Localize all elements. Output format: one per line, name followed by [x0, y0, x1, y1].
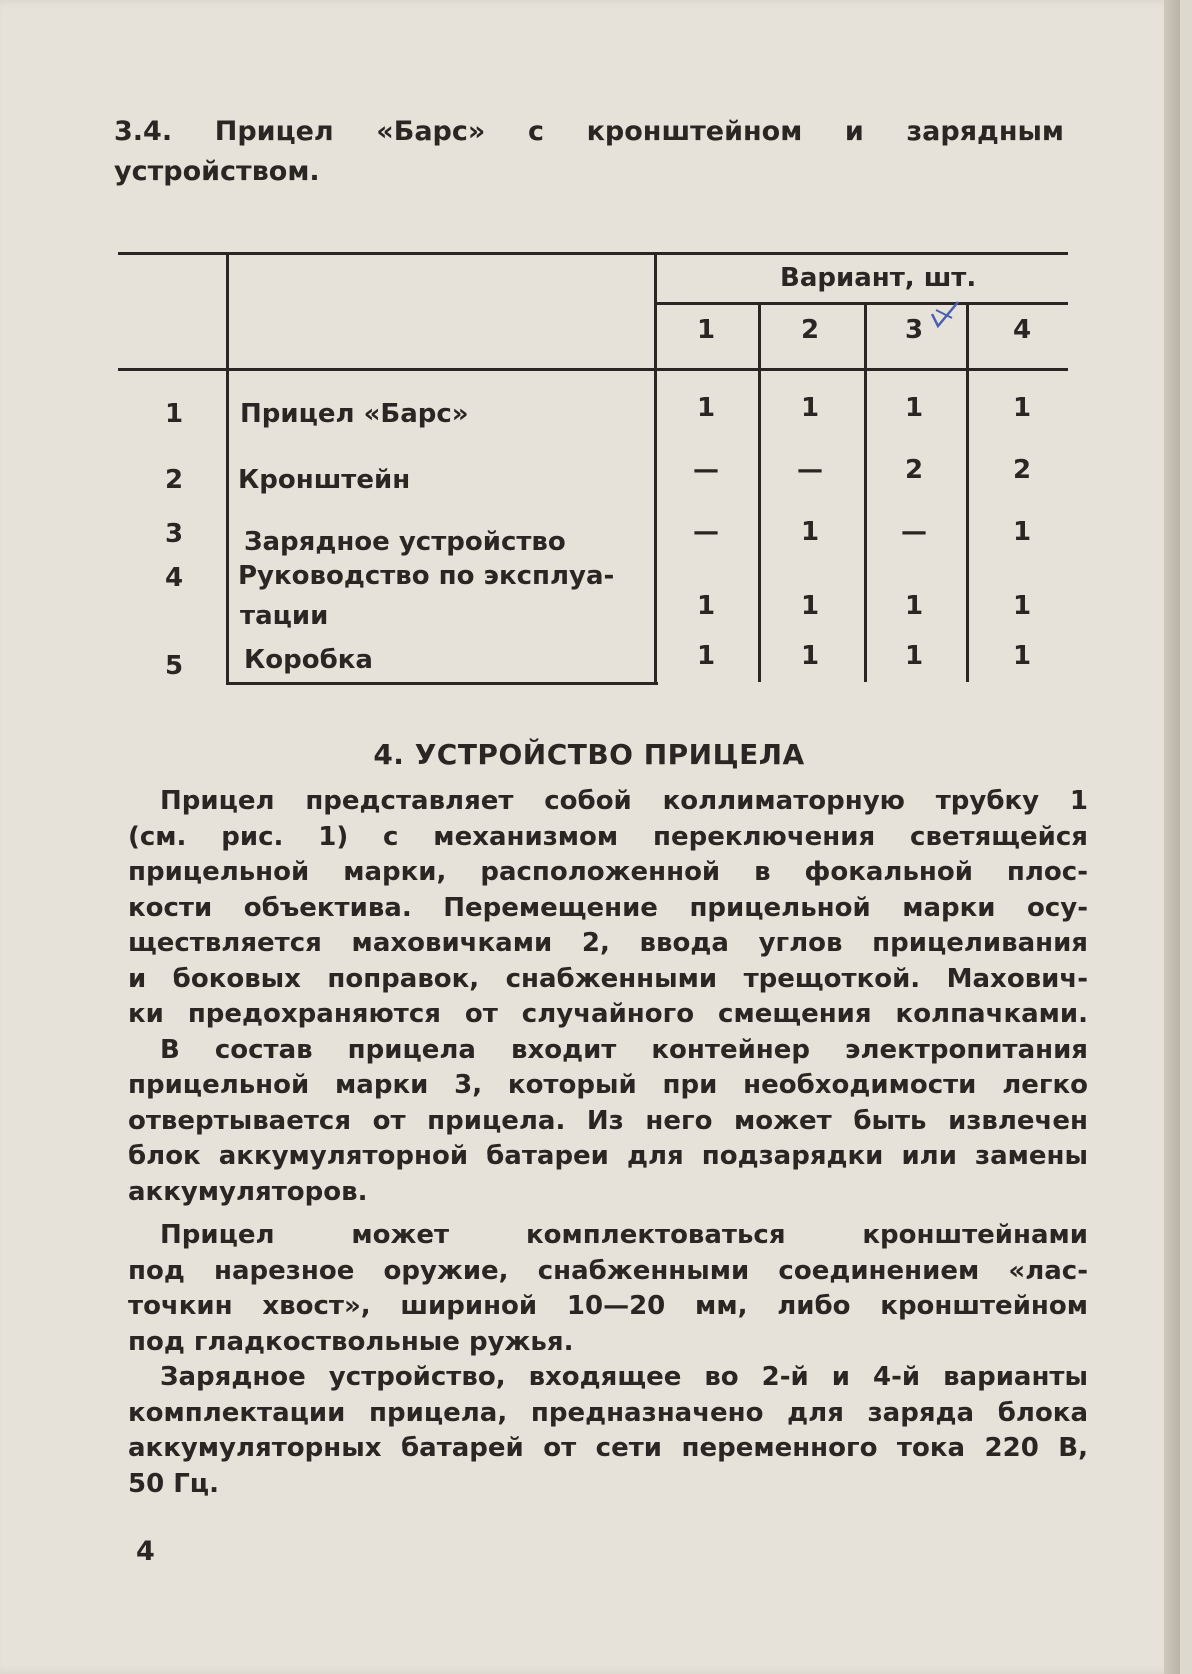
row-value: 1 — [696, 393, 716, 423]
row-value: 1 — [800, 393, 820, 423]
row-value: — — [901, 517, 927, 547]
row-value: 1 — [1012, 591, 1032, 621]
paragraph-2 — [128, 1218, 1088, 1360]
text-line: комплектации прицела, предназначено для заряда блока — [128, 1397, 1088, 1428]
row-value: — — [693, 455, 719, 485]
page-number: 4 — [136, 1536, 155, 1567]
row-value: 1 — [904, 641, 924, 671]
table-top-rule — [118, 252, 1068, 255]
page-edge — [1164, 0, 1180, 1674]
text-line: и боковых поправок, снабженными трещоткой. Махович- — [128, 963, 1088, 994]
row-name: Прицел «Барс» — [240, 399, 469, 429]
table-header: Вариант, шт. — [780, 263, 977, 293]
text-line: Зарядное устройство, входящее во 2-й и 4-й варианты — [160, 1362, 1088, 1392]
row-value: — — [797, 455, 823, 485]
row-number: 1 — [164, 399, 184, 429]
table-bottom-rule — [226, 682, 658, 685]
table-col-rule-1 — [758, 302, 761, 682]
row-number: 3 — [164, 519, 184, 549]
text-line: аккумуляторных батарей от сети переменного тока 220 В, — [128, 1433, 1088, 1463]
row-value: 1 — [1012, 517, 1032, 547]
text-line: прицельной марки, расположенной в фокальной плос- — [128, 857, 1088, 887]
row-value: 1 — [904, 393, 924, 423]
row-name: Кронштейн — [238, 465, 411, 495]
row-value: 2 — [1012, 455, 1032, 485]
table-variant-rule — [654, 302, 1068, 305]
text-line: ки предохраняются от случайного смещения колпачками. — [128, 999, 1088, 1029]
row-value: 1 — [1012, 641, 1032, 671]
row-number: 5 — [164, 651, 184, 681]
text-line: (см. рис. 1) с механизмом переключения светящейся — [128, 821, 1088, 852]
section-title: 4. УСТРОЙСТВО ПРИЦЕЛА — [373, 738, 805, 771]
row-value: — — [693, 517, 719, 547]
text-line: В состав прицела входит контейнер электропитания — [160, 1034, 1088, 1065]
row-name: Руководство по эксплуа- — [238, 561, 615, 591]
text-line: ществляется маховичками 2, ввода углов прицеливания — [128, 928, 1088, 958]
text-line: прицельной марки 3, который при необходимости легко — [128, 1070, 1088, 1100]
row-value: 1 — [1012, 393, 1032, 423]
text-line: блок аккумуляторной батареи для подзарядки или замены — [128, 1141, 1088, 1171]
row-value: 1 — [696, 591, 716, 621]
text-line: отвертывается от прицела. Из него может быть извлечен — [128, 1105, 1088, 1136]
text-line: под гладкоствольные ружья. — [128, 1326, 574, 1357]
pen-check-mark — [928, 300, 962, 330]
row-value: 2 — [904, 455, 924, 485]
variant-2: 2 — [800, 315, 820, 345]
row-value: 1 — [904, 591, 924, 621]
row-value: 1 — [800, 591, 820, 621]
table-col-rule-3 — [966, 302, 969, 682]
row-name: Зарядное устройство — [244, 527, 566, 557]
text-line: 50 Гц. — [128, 1468, 219, 1499]
variant-4: 4 — [1012, 315, 1032, 345]
row-name: Коробка — [244, 645, 373, 675]
paragraph-3 — [128, 1360, 1088, 1502]
text-line: аккумуляторов. — [128, 1176, 368, 1207]
text-line: точкин хвост», шириной 10—20 мм, либо кронштейном — [128, 1291, 1088, 1321]
row-value: 1 — [800, 641, 820, 671]
table-header-bottom-rule — [118, 368, 1068, 371]
variant-1: 1 — [696, 315, 716, 345]
table-col-rule-2 — [864, 302, 867, 682]
text-line: Прицел представляет собой коллиматорную трубку 1 — [160, 786, 1088, 816]
row-number: 2 — [164, 465, 184, 495]
table-left-rule — [226, 252, 229, 684]
text-line: под нарезное оружие, снабженными соединением «лас- — [128, 1255, 1088, 1286]
heading-3-4: 3.4. Прицел «Барс» с кронштейном и зарядным устройством. — [114, 116, 1064, 187]
row-value: 1 — [800, 517, 820, 547]
row-number: 4 — [164, 563, 184, 593]
row-name-continued: тации — [240, 601, 329, 631]
row-value: 1 — [696, 641, 716, 671]
text-line: кости объектива. Перемещение прицельной марки осу- — [128, 892, 1088, 923]
text-line: Прицел может комплектоваться кронштейнами — [160, 1220, 1088, 1250]
table-name-rule — [654, 252, 657, 684]
variant-3: 3 — [904, 315, 924, 345]
paragraph-1 — [128, 784, 1088, 1210]
